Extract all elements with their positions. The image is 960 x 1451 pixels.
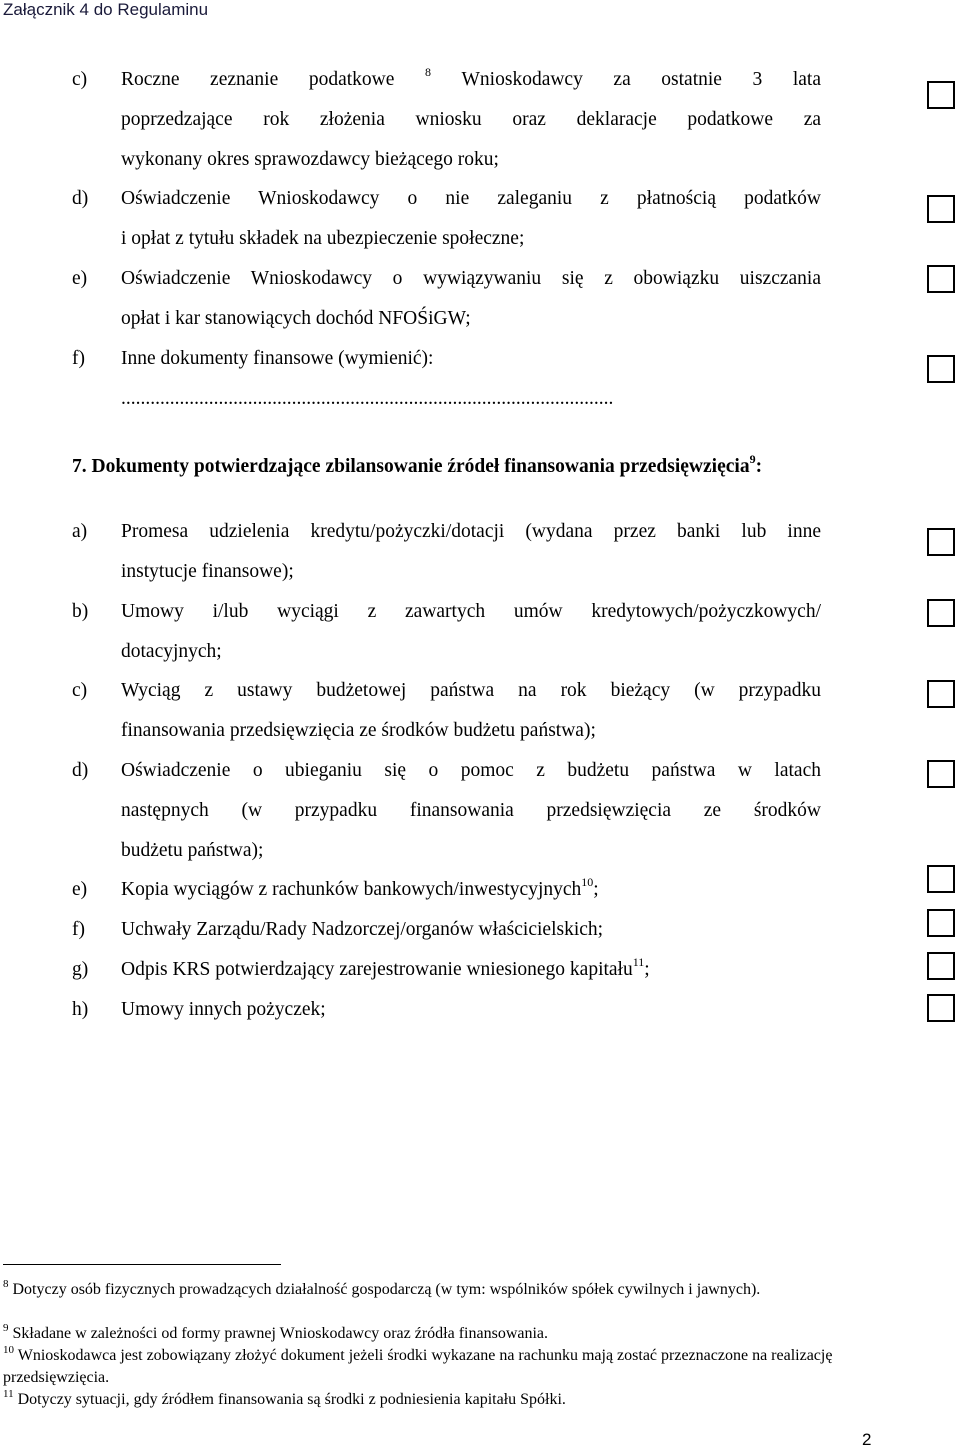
checkbox-7f[interactable] <box>927 909 955 937</box>
item-line: Wnioskodawcy za ostatnie 3 lata <box>461 69 821 90</box>
item-letter: c) <box>72 69 88 90</box>
item-text <box>121 870 821 910</box>
checkbox-7a[interactable] <box>927 528 955 556</box>
item-text <box>121 512 821 592</box>
section-heading <box>72 447 762 487</box>
item-line: Umowy innych pożyczek; <box>121 999 326 1020</box>
section-heading-text: 7. Dokumenty potwierdzające zbilansowanie źródeł finansowania przedsięwzięcia <box>72 456 750 477</box>
item-line: Roczne zeznanie podatkowe <box>121 69 395 90</box>
item-text <box>121 751 821 871</box>
checkbox-7h[interactable] <box>927 994 955 1022</box>
footnote-number: 11 <box>3 1388 14 1400</box>
footnote-number: 9 <box>3 1322 9 1334</box>
footnote-ref: 11 <box>632 955 645 969</box>
item-line: Kopia wyciągów z rachunków bankowych/inwestycyjnych <box>121 879 582 900</box>
item-letter: d) <box>72 188 89 209</box>
page-number: 2 <box>862 1430 872 1449</box>
item-letter: g) <box>72 959 89 980</box>
item-letter: f) <box>72 348 85 369</box>
footnote-8 <box>3 1279 833 1301</box>
footnote-number: 10 <box>3 1344 14 1356</box>
item-line: finansowania przedsięwzięcia ze środków budżetu państwa); <box>121 720 596 741</box>
item-suffix: ; <box>593 879 599 900</box>
item-letter: d) <box>72 760 89 781</box>
item-letter: e) <box>72 879 88 900</box>
checkbox-prev-f[interactable] <box>927 355 955 383</box>
item-line: opłat i kar stanowiących dochód NFOŚiGW; <box>121 308 471 329</box>
item-line: Oświadczenie o ubieganiu się o pomoc z budżetu państwa w latach <box>121 760 821 781</box>
item-text <box>121 990 821 1030</box>
item-line: poprzedzające rok złożenia wniosku oraz deklaracje podatkowe za <box>121 109 821 130</box>
item-text <box>121 339 821 419</box>
item-letter: c) <box>72 680 88 701</box>
item-text <box>121 950 821 990</box>
checkbox-7d[interactable] <box>927 760 955 788</box>
footnote-10 <box>3 1345 833 1389</box>
footnote-9 <box>3 1323 833 1345</box>
checkbox-prev-c[interactable] <box>927 81 955 109</box>
checkbox-7c[interactable] <box>927 680 955 708</box>
footnote-text: Wnioskodawca jest zobowiązany złożyć dokument jeżeli środki wykazane na rachunku mają zostać przeznaczone na realizację przedsięwzięcia. <box>3 1347 833 1386</box>
item-line: Promesa udzielenia kredytu/pożyczki/dotacji (wydana przez banki lub inne <box>121 521 821 542</box>
item-text <box>121 671 821 751</box>
footnote-ref: 9 <box>749 452 756 466</box>
footnote-ref: 8 <box>424 65 431 79</box>
item-letter: h) <box>72 999 89 1020</box>
footnote-text: Składane w zależności od formy prawnej Wnioskodawcy oraz źródła finansowania. <box>12 1325 549 1342</box>
checkbox-prev-e[interactable] <box>927 265 955 293</box>
checkbox-7b[interactable] <box>927 599 955 627</box>
item-line: Uchwały Zarządu/Rady Nadzorczej/organów właścicielskich; <box>121 919 604 940</box>
footnote-separator <box>3 1264 281 1265</box>
item-line: Inne dokumenty finansowe (wymienić): <box>121 348 434 369</box>
item-line: następnych (w przypadku finansowania przedsięwzięcia ze środków <box>121 800 821 821</box>
item-text <box>121 179 821 259</box>
fill-in-dots[interactable]: ..................................................................................................... <box>121 388 614 409</box>
item-letter: b) <box>72 601 89 622</box>
item-line: dotacyjnych; <box>121 641 222 662</box>
item-text <box>121 259 821 339</box>
checkbox-prev-d[interactable] <box>927 195 955 223</box>
checkbox-7e[interactable] <box>927 865 955 893</box>
footnote-number: 8 <box>3 1278 9 1290</box>
checkbox-7g[interactable] <box>927 952 955 980</box>
item-line: instytucje finansowe); <box>121 561 294 582</box>
item-letter: e) <box>72 268 88 289</box>
document-header: Załącznik 4 do Regulaminu <box>3 0 209 19</box>
item-line: Wyciąg z ustawy budżetowej państwa na rok bieżący (w przypadku <box>121 680 821 701</box>
footnote-text: Dotyczy sytuacji, gdy źródłem finansowania są środki z podniesienia kapitału Spółki. <box>17 1391 566 1408</box>
item-line: wykonany okres sprawozdawcy bieżącego roku; <box>121 149 499 170</box>
item-line: Oświadczenie Wnioskodawcy o wywiązywaniu się z obowiązku uiszczania <box>121 268 821 289</box>
item-letter: a) <box>72 521 88 542</box>
item-text <box>121 910 821 950</box>
item-line: i opłat z tytułu składek na ubezpieczenie społeczne; <box>121 228 525 249</box>
heading-suffix: : <box>755 456 763 477</box>
item-letter: f) <box>72 919 85 940</box>
item-line: Odpis KRS potwierdzający zarejestrowanie wniesionego kapitału <box>121 959 633 980</box>
item-line: Oświadczenie Wnioskodawcy o nie zaleganiu z płatnością podatków <box>121 188 821 209</box>
footnote-text: Dotyczy osób fizycznych prowadzących działalność gospodarczą (w tym: wspólników spółek cywilnych i jawnych). <box>12 1281 761 1298</box>
footnote-11 <box>3 1389 833 1411</box>
item-text <box>121 60 821 180</box>
item-line: Umowy i/lub wyciągi z zawartych umów kredytowych/pożyczkowych/ <box>121 601 821 622</box>
item-text <box>121 592 821 672</box>
item-suffix: ; <box>644 959 650 980</box>
item-line: budżetu państwa); <box>121 840 264 861</box>
footnote-ref: 10 <box>581 875 594 889</box>
